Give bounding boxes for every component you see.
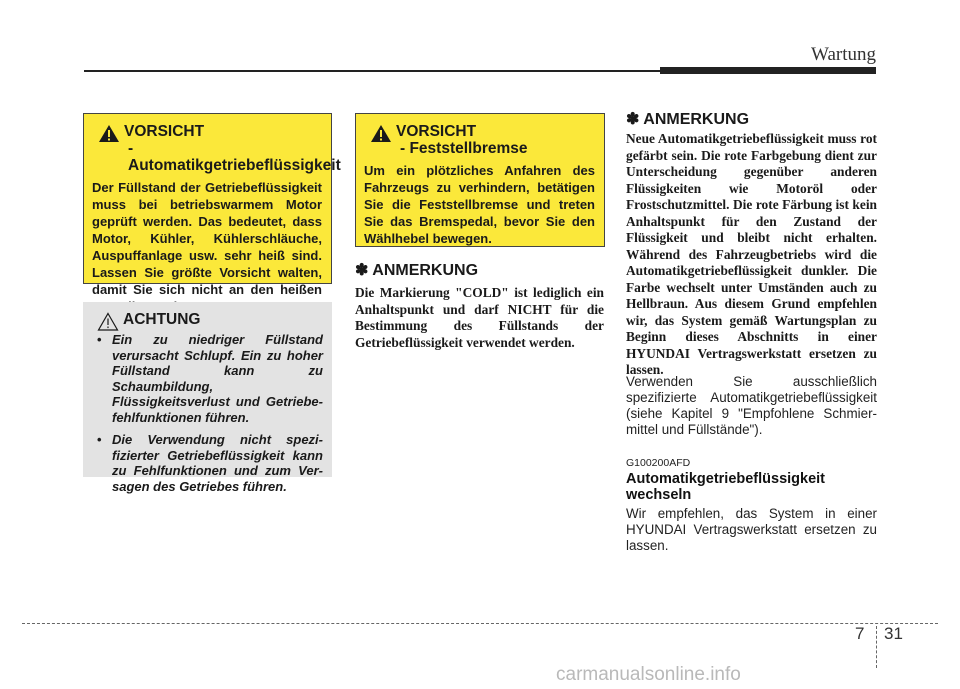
section-code: G100200AFD (626, 457, 691, 469)
chapter-number: 7 (855, 624, 865, 643)
page-header-title: Wartung (811, 44, 876, 65)
warning-triangle-icon (370, 124, 392, 143)
note-body-cold: Die Markierung "COLD" ist lediglich ein Anhaltspunkt und darf NICHT für die Bestimmung des Füllstands der Getriebeflüssigkeit verwendet werden. (355, 285, 604, 350)
footer-divider (876, 626, 877, 668)
warning-triangle-outline-icon (97, 312, 119, 331)
attention-header (91, 311, 323, 328)
caution-body: Um ein plötzliches Anfahren des Fahrzeugs zu verhindern, betätigen Sie die Feststellbremse und treten Sie das Bremspedal, bevor Sie den Wählhebel bewegen. (364, 163, 595, 246)
attention-list (91, 332, 323, 494)
section-body: Wir empfehlen, das System in einer HYUNDAI Vertragswerkstatt ersetzen zu lassen. (626, 506, 877, 553)
caution-body: Der Füllstand der Getriebeflüssigkeit muss bei betriebswarmem Motor geprüft werden. Das bedeutet, dass Motor, Kühler, Kühlerschläuche, Auspuffanlage usw. sehr heiß sind. Lassen Sie größte Vorsicht walten, damit Sie sich nicht an den heißen (92, 180, 322, 297)
note-body-color: Neue Automatikgetriebeflüssigkeit muss rot gefärbt sein. Die rote Farbgebung dient zur Unterscheidung gegenüber anderen Flüssigkeiten wie Motoröl oder Frostschutzmittel. Die rote Färbung ist kein Anhaltspunkt für den Zustand der Flüssigkeit und bleibt nicht erhalten. Während des Fahrzeugbetriebs wird die Automatikgetriebeflüssigkeit dunkler. Die Farbe wechselt unter Umständen auch zu Hellbraun. Aus diesem Grund empfehlen wir, das System gemäß Wartungsplan zu Beginn dieses Abschnitts in einer HYUNDAI Vertragswerkstatt ersetzen zu lassen. (626, 131, 877, 377)
watermark-text: carmanualsonline.info (556, 664, 741, 685)
warning-triangle-icon (98, 124, 120, 143)
list-item: • Ein zu niedriger Füllstand verursacht Schlupf. Ein zu hoher Füllstand kann zu Schaumbildung, Flüssigkeitsverlust und Getriebe-fehlfunktionen führen. (97, 332, 323, 425)
caution-header (364, 123, 595, 157)
caution-label: VORSICHT (124, 123, 205, 140)
attention-box (83, 302, 332, 494)
caution-label: VORSICHT (396, 123, 477, 140)
note-title-cold: ✽ ANMERKUNG (355, 262, 479, 279)
caution-box-parking-brake (355, 113, 605, 247)
header-rule (84, 70, 660, 72)
caution-header (92, 123, 341, 174)
attention-label: ACHTUNG (123, 311, 201, 328)
page-number: 31 (884, 624, 903, 643)
caution-subtitle: - Automatikgetriebeflüssigkeit (128, 140, 341, 174)
caution-box-transmission-fluid (83, 113, 341, 297)
header-rule-accent (660, 67, 876, 74)
footer-rule (22, 623, 938, 624)
note-title-color: ✽ ANMERKUNG (626, 111, 750, 128)
usage-text: Verwenden Sie ausschließlich spezifizierte Automatikgetriebeflüssigkeit (siehe Kapitel 9 "Empfohlene Schmier-mittel und Füllstände"). (626, 374, 877, 437)
section-heading: Automatikgetriebeflüssigkeit wechseln (626, 471, 826, 503)
list-item: • Die Verwendung nicht spezi-fizierter Getriebeflüssigkeit kann zu Fehlfunktionen und zum Ver-sagen des Getriebes führen. (97, 432, 323, 494)
caution-subtitle: - Feststellbremse (400, 140, 528, 157)
